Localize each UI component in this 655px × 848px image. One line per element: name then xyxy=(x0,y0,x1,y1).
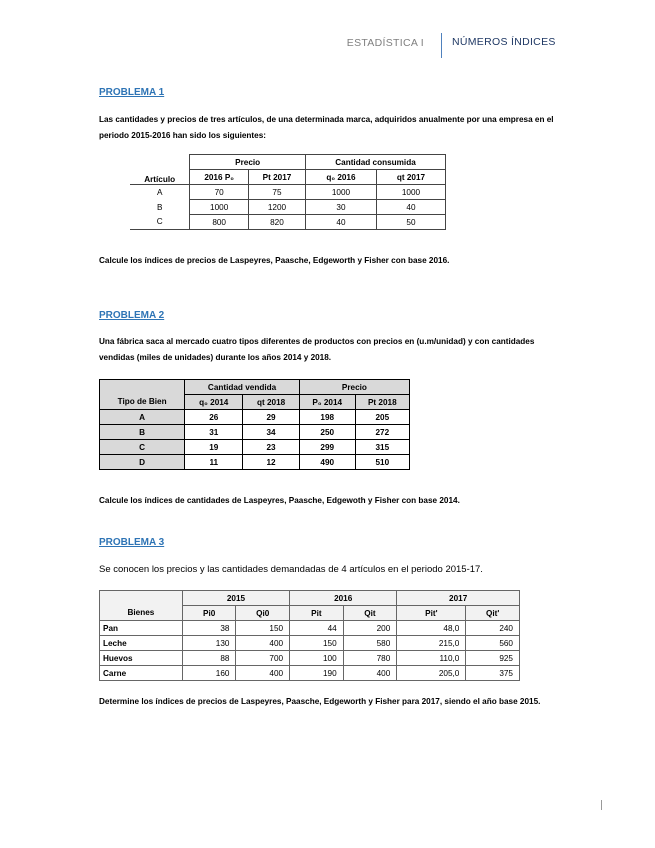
cell: 700 xyxy=(236,651,290,666)
cell: 23 xyxy=(243,440,300,455)
cell: 38 xyxy=(182,621,236,636)
problem-3-intro: Se conocen los precios y las cantidades demandadas de 4 artículos en el periodo 2015-17. xyxy=(99,564,483,575)
header-subject: ESTADÍSTICA I xyxy=(346,37,424,49)
cell: 510 xyxy=(355,455,409,470)
cell: 490 xyxy=(299,455,355,470)
cell: 400 xyxy=(236,636,290,651)
sub-header: qt 2017 xyxy=(376,170,445,185)
row-label: D xyxy=(100,455,185,470)
table-row xyxy=(130,215,446,230)
cell: 190 xyxy=(290,666,344,681)
problem-2-intro: Una fábrica saca al mercado cuatro tipos diferentes de productos con precios en (u.m/unidad) y con cantidades vendidas (miles de unidades) durante los años 2014 y 2018. xyxy=(99,337,535,362)
cell: 40 xyxy=(376,200,445,215)
cell: 44 xyxy=(290,621,344,636)
sub-header: 2016 P₀ xyxy=(190,170,249,185)
table-row xyxy=(100,651,520,666)
table-row xyxy=(100,636,520,651)
cell: 205,0 xyxy=(397,666,466,681)
problem-3-table xyxy=(99,590,520,681)
cell: 400 xyxy=(343,666,397,681)
cell: 19 xyxy=(185,440,243,455)
row-label: C xyxy=(100,440,185,455)
problem-3-question: Determine los índices de precios de Laspeyres, Paasche, Edgeworth y Fisher para 2017, siendo el año base 2015. xyxy=(99,697,541,706)
table-row xyxy=(130,200,446,215)
cell: 11 xyxy=(185,455,243,470)
problem-1-intro: Las cantidades y precios de tres artículos, de una determinada marca, adquiridos anualmente por una empresa en el periodo 2015-2016 han sido los siguientes: xyxy=(99,115,554,140)
problem-2-title: PROBLEMA 2 xyxy=(99,310,165,321)
row-label: A xyxy=(100,410,185,425)
row-label: Huevos xyxy=(100,651,183,666)
row-label: Leche xyxy=(100,636,183,651)
row-label: B xyxy=(130,200,190,215)
row-label: A xyxy=(130,185,190,200)
header-topic: NÚMEROS ÍNDICES xyxy=(452,36,556,48)
cell: 1000 xyxy=(190,200,249,215)
cell: 240 xyxy=(466,621,520,636)
table-row xyxy=(100,440,410,455)
sub-header: Qi0 xyxy=(236,606,290,621)
sub-header: Qit' xyxy=(466,606,520,621)
cell: 1000 xyxy=(376,185,445,200)
row-label: Carne xyxy=(100,666,183,681)
cell: 160 xyxy=(182,666,236,681)
cell: 130 xyxy=(182,636,236,651)
sub-header: Pi0 xyxy=(182,606,236,621)
problem-1-question: Calcule los índices de precios de Laspeyres, Paasche, Edgeworth y Fisher con base 2016. xyxy=(99,256,450,265)
row-label: B xyxy=(100,425,185,440)
page-number-mark xyxy=(601,800,602,810)
cell: 200 xyxy=(343,621,397,636)
problem-2-question: Calcule los índices de cantidades de Laspeyres, Paasche, Edgewoth y Fisher con base 2014. xyxy=(99,496,460,505)
sub-header: qt 2018 xyxy=(243,395,300,410)
cell: 1000 xyxy=(306,185,377,200)
cell: 560 xyxy=(466,636,520,651)
sub-header: Qit xyxy=(343,606,397,621)
cell: 375 xyxy=(466,666,520,681)
cell: 150 xyxy=(290,636,344,651)
year-header: 2015 xyxy=(182,591,289,606)
sub-header: q₀ 2014 xyxy=(185,395,243,410)
header-divider xyxy=(441,33,442,58)
cell: 12 xyxy=(243,455,300,470)
problem-2-table xyxy=(99,379,410,470)
cell: 30 xyxy=(306,200,377,215)
cell: 250 xyxy=(299,425,355,440)
table-row xyxy=(100,425,410,440)
cell: 31 xyxy=(185,425,243,440)
col-tipo: Tipo de Bien xyxy=(100,395,185,410)
sub-header: Pt 2018 xyxy=(355,395,409,410)
cell: 580 xyxy=(343,636,397,651)
cell: 780 xyxy=(343,651,397,666)
table-row xyxy=(100,410,410,425)
sub-header: q₀ 2016 xyxy=(306,170,377,185)
row-label: Pan xyxy=(100,621,183,636)
cell: 110,0 xyxy=(397,651,466,666)
cell: 272 xyxy=(355,425,409,440)
cell: 205 xyxy=(355,410,409,425)
col-articulo: Artículo xyxy=(130,155,190,185)
cell: 50 xyxy=(376,215,445,230)
cell: 800 xyxy=(190,215,249,230)
sub-header: Pt 2017 xyxy=(248,170,305,185)
cell: 820 xyxy=(248,215,305,230)
cell: 26 xyxy=(185,410,243,425)
cell: 299 xyxy=(299,440,355,455)
cell: 1200 xyxy=(248,200,305,215)
corner-cell xyxy=(100,591,183,606)
cell: 215,0 xyxy=(397,636,466,651)
col-bienes: Bienes xyxy=(100,606,183,621)
cell: 75 xyxy=(248,185,305,200)
sub-header: Pit' xyxy=(397,606,466,621)
group-cantidad: Cantidad vendida xyxy=(185,380,300,395)
cell: 925 xyxy=(466,651,520,666)
group-cantidad: Cantidad consumida xyxy=(306,155,446,170)
table-row xyxy=(100,666,520,681)
problem-1-table xyxy=(130,154,446,230)
cell: 48,0 xyxy=(397,621,466,636)
cell: 198 xyxy=(299,410,355,425)
corner-cell xyxy=(100,380,185,395)
sub-header: Pit xyxy=(290,606,344,621)
sub-header: P₀ 2014 xyxy=(299,395,355,410)
cell: 400 xyxy=(236,666,290,681)
cell: 100 xyxy=(290,651,344,666)
group-precio: Precio xyxy=(299,380,409,395)
problem-1-title: PROBLEMA 1 xyxy=(99,87,165,98)
cell: 70 xyxy=(190,185,249,200)
year-header: 2017 xyxy=(397,591,520,606)
cell: 150 xyxy=(236,621,290,636)
table-row xyxy=(130,185,446,200)
table-row xyxy=(100,621,520,636)
cell: 29 xyxy=(243,410,300,425)
page-header xyxy=(0,33,655,61)
table-row xyxy=(100,455,410,470)
cell: 40 xyxy=(306,215,377,230)
problem-3-title: PROBLEMA 3 xyxy=(99,537,165,548)
year-header: 2016 xyxy=(290,591,397,606)
row-label: C xyxy=(130,215,190,230)
cell: 34 xyxy=(243,425,300,440)
group-precio: Precio xyxy=(190,155,306,170)
cell: 315 xyxy=(355,440,409,455)
cell: 88 xyxy=(182,651,236,666)
